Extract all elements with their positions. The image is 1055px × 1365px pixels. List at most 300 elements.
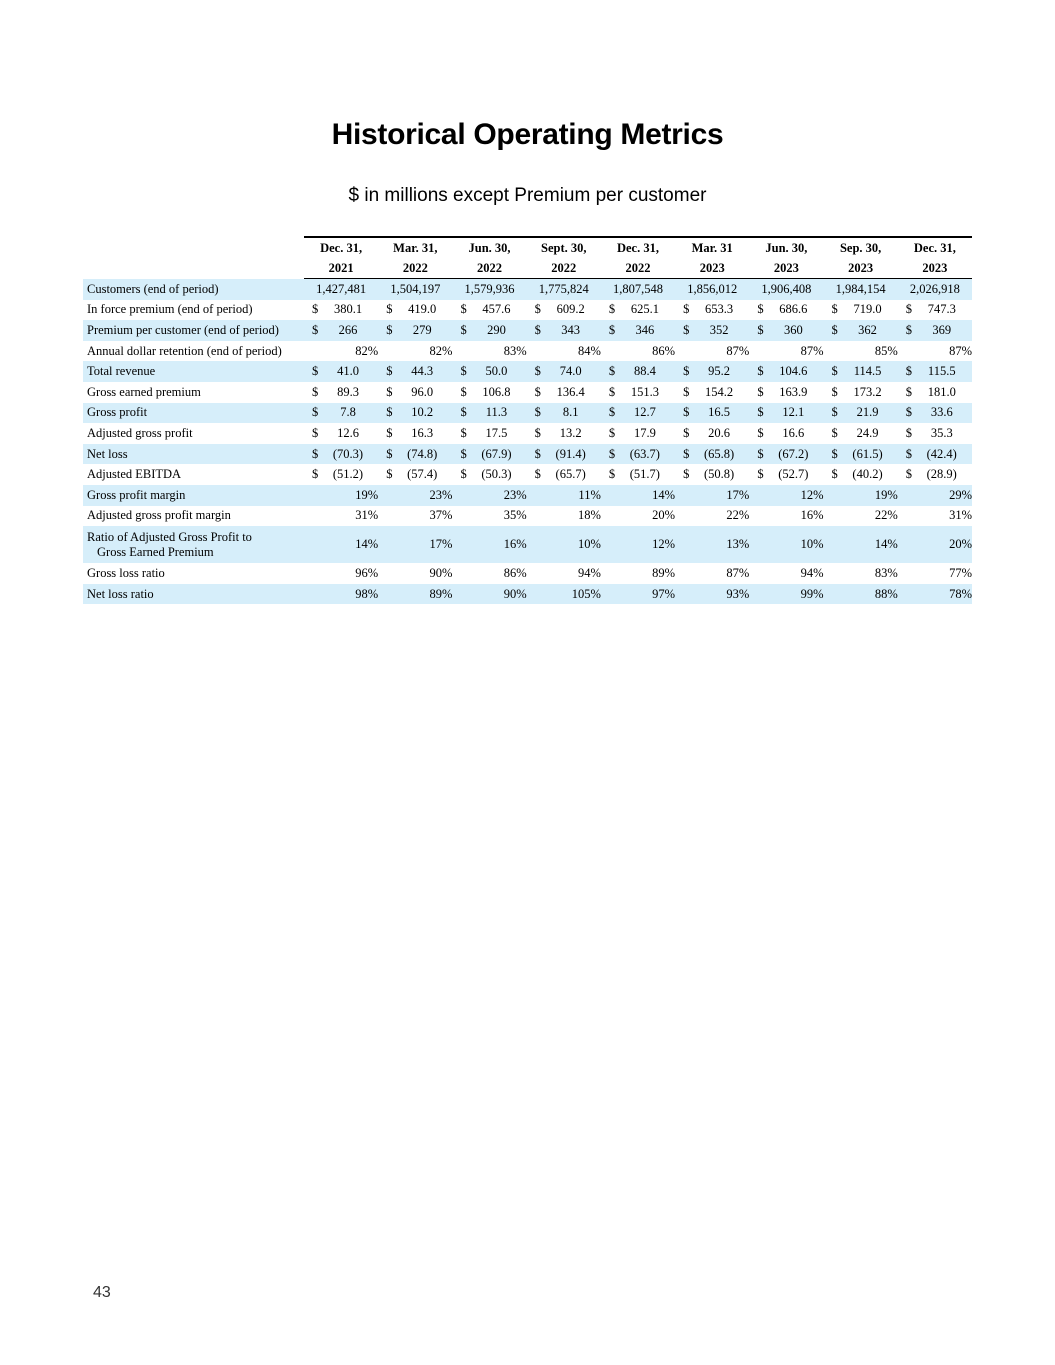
cell-number: 266 <box>338 322 358 337</box>
cell-number: (65.8) <box>703 446 735 461</box>
period-month: Dec. 31, <box>601 237 675 258</box>
currency-symbol: $ <box>905 364 912 379</box>
currency-symbol: $ <box>534 384 541 399</box>
cell-number: (52.7) <box>778 467 809 482</box>
period-month: Jun. 30, <box>452 237 526 258</box>
cell-value <box>675 361 749 382</box>
cell-number: (70.3) <box>332 446 364 461</box>
header-blank <box>83 237 304 258</box>
cell-number: 74.0 <box>559 364 582 379</box>
cell-number: 8.1 <box>562 405 579 420</box>
table-row <box>83 300 972 321</box>
cell-value: 98% <box>304 584 378 605</box>
currency-symbol: $ <box>683 384 690 399</box>
period-month: Dec. 31, <box>304 237 378 258</box>
cell-value: 96% <box>355 565 379 580</box>
currency-symbol: $ <box>534 405 541 420</box>
cell-number: (57.4) <box>407 467 438 482</box>
cell-value <box>304 403 378 424</box>
cell-value: 29% <box>898 485 972 506</box>
period-year: 2022 <box>527 258 601 279</box>
cell-value <box>601 320 675 341</box>
cell-number: 181.0 <box>927 384 956 399</box>
currency-symbol: $ <box>608 302 616 317</box>
currency-symbol: $ <box>905 322 912 337</box>
currency-symbol: $ <box>608 425 616 440</box>
table-row <box>83 403 972 424</box>
metrics-table <box>83 236 972 604</box>
cell-number: 290 <box>487 322 506 337</box>
currency-symbol: $ <box>386 384 393 399</box>
table-row <box>83 361 972 382</box>
cell-value: 87% <box>800 343 824 358</box>
row-label <box>83 320 304 341</box>
cell-value <box>304 464 378 485</box>
cell-value <box>601 464 675 485</box>
cell-value <box>601 423 675 444</box>
cell-value <box>452 300 526 321</box>
currency-symbol: $ <box>460 322 467 337</box>
page-number: 43 <box>93 1284 111 1301</box>
cell-value: 1,906,408 <box>749 279 823 300</box>
currency-symbol: $ <box>683 446 690 461</box>
currency-symbol: $ <box>905 446 912 461</box>
cell-value: 10% <box>749 526 823 563</box>
header-row-month <box>83 237 972 258</box>
cell-value <box>304 300 378 321</box>
page-subtitle: $ in millions except Premium per customer <box>348 185 707 206</box>
cell-number: 346 <box>635 322 655 337</box>
cell-value <box>378 320 452 341</box>
cell-number: 7.8 <box>340 405 356 420</box>
currency-symbol: $ <box>386 425 393 440</box>
period-year: 2022 <box>601 258 675 279</box>
cell-value: 16% <box>452 526 526 563</box>
cell-value <box>452 382 526 403</box>
cell-value <box>824 464 898 485</box>
currency-symbol: $ <box>312 425 319 440</box>
cell-value: 11% <box>527 485 601 506</box>
cell-number: 96.0 <box>411 384 434 399</box>
currency-symbol: $ <box>312 364 319 379</box>
period-month: Sept. 30, <box>527 237 601 258</box>
currency-symbol: $ <box>831 467 838 482</box>
currency-symbol: $ <box>757 322 764 337</box>
currency-symbol: $ <box>905 405 912 420</box>
cell-value: 90% <box>429 565 453 580</box>
cell-value <box>898 300 972 321</box>
row-label <box>83 584 304 605</box>
currency-symbol: $ <box>608 322 616 337</box>
cell-value <box>452 444 526 465</box>
cell-value <box>452 403 526 424</box>
table-row <box>83 584 972 605</box>
cell-value: 1,856,012 <box>675 279 749 300</box>
row-label-text: Total revenue <box>87 364 156 379</box>
currency-symbol: $ <box>831 405 838 420</box>
currency-symbol: $ <box>683 405 690 420</box>
row-label <box>83 464 304 485</box>
currency-symbol: $ <box>460 467 467 482</box>
cell-value: 85% <box>874 343 898 358</box>
cell-value: 10% <box>527 526 601 563</box>
cell-number: 747.3 <box>927 302 956 317</box>
currency-symbol: $ <box>905 302 912 317</box>
cell-value <box>601 361 675 382</box>
cell-value: 23% <box>452 485 526 506</box>
currency-symbol: $ <box>386 467 393 482</box>
cell-number: 10.2 <box>411 405 434 420</box>
cell-value <box>304 382 378 403</box>
cell-value: 1,775,824 <box>527 279 601 300</box>
period-year: 2023 <box>898 258 972 279</box>
row-label-text: Ratio of Adjusted Gross Profit to <box>87 529 252 544</box>
cell-value <box>601 444 675 465</box>
cell-value: 17% <box>378 526 452 563</box>
cell-value: 19% <box>824 485 898 506</box>
cell-value: 17% <box>675 485 749 506</box>
currency-symbol: $ <box>905 467 912 482</box>
cell-value <box>601 382 675 403</box>
cell-value: 94% <box>800 565 824 580</box>
cell-value <box>527 300 601 321</box>
cell-number: 380.1 <box>333 302 363 317</box>
cell-number: 369 <box>932 322 952 337</box>
currency-symbol: $ <box>757 364 764 379</box>
period-month: Mar. 31, <box>378 237 452 258</box>
currency-symbol: $ <box>460 446 467 461</box>
cell-value: 86% <box>503 565 527 580</box>
currency-symbol: $ <box>534 364 541 379</box>
currency-symbol: $ <box>386 302 393 317</box>
cell-value <box>527 382 601 403</box>
cell-number: 17.5 <box>485 425 508 440</box>
currency-symbol: $ <box>312 446 319 461</box>
currency-symbol: $ <box>683 364 690 379</box>
currency-symbol: $ <box>905 425 912 440</box>
cell-value <box>824 300 898 321</box>
row-label-text: In force premium (end of period) <box>87 302 253 317</box>
cell-value <box>378 403 452 424</box>
currency-symbol: $ <box>608 467 616 482</box>
cell-number: 114.5 <box>853 364 882 379</box>
currency-symbol: $ <box>312 467 319 482</box>
cell-value <box>898 361 972 382</box>
row-label <box>83 485 304 506</box>
cell-value: 14% <box>304 526 378 563</box>
cell-value <box>527 320 601 341</box>
currency-symbol: $ <box>831 384 838 399</box>
cell-number: 24.9 <box>856 425 879 440</box>
currency-symbol: $ <box>905 384 912 399</box>
currency-symbol: $ <box>608 364 616 379</box>
currency-symbol: $ <box>608 446 616 461</box>
cell-value <box>824 382 898 403</box>
cell-number: (74.8) <box>407 446 438 461</box>
cell-value: 83% <box>874 565 898 580</box>
row-label <box>83 444 304 465</box>
cell-value <box>675 403 749 424</box>
cell-value <box>898 403 972 424</box>
period-month: Dec. 31, <box>898 237 972 258</box>
cell-value: 89% <box>652 565 676 580</box>
cell-value <box>898 444 972 465</box>
table-row <box>83 320 972 341</box>
cell-number: 343 <box>561 322 581 337</box>
row-label-text: Annual dollar retention (end of period) <box>87 343 282 358</box>
cell-number: (63.7) <box>629 446 660 461</box>
cell-value <box>749 444 823 465</box>
cell-value: 84% <box>577 343 601 358</box>
cell-value <box>749 361 823 382</box>
cell-number: 20.6 <box>708 425 731 440</box>
cell-value <box>824 423 898 444</box>
cell-value <box>601 403 675 424</box>
cell-value: 31% <box>949 508 972 523</box>
cell-number: 12.6 <box>337 425 359 440</box>
period-month: Sep. 30, <box>824 237 898 258</box>
cell-value <box>378 423 452 444</box>
cell-value: 13% <box>675 526 749 563</box>
cell-value <box>898 464 972 485</box>
cell-number: 89.3 <box>337 384 359 399</box>
row-label-text: Adjusted gross profit <box>87 425 193 440</box>
cell-value: 18% <box>577 508 601 523</box>
cell-value: 105% <box>527 584 601 605</box>
table-row <box>83 563 972 584</box>
cell-value: 2,026,918 <box>898 279 972 300</box>
cell-number: 44.3 <box>411 364 434 379</box>
cell-number: (42.4) <box>926 446 957 461</box>
cell-value: 89% <box>378 584 452 605</box>
row-label-text: Gross loss ratio <box>87 565 165 580</box>
cell-number: 163.9 <box>779 384 808 399</box>
currency-symbol: $ <box>757 302 764 317</box>
cell-value <box>749 403 823 424</box>
cell-value <box>749 464 823 485</box>
cell-value: 19% <box>304 485 378 506</box>
row-label <box>83 423 304 444</box>
cell-value <box>898 382 972 403</box>
row-label <box>83 279 304 300</box>
currency-symbol: $ <box>312 405 319 420</box>
currency-symbol: $ <box>534 425 541 440</box>
currency-symbol: $ <box>460 302 467 317</box>
table-header <box>83 237 972 279</box>
cell-value <box>527 423 601 444</box>
cell-value <box>452 423 526 444</box>
currency-symbol: $ <box>386 446 393 461</box>
cell-value <box>378 464 452 485</box>
cell-value: 83% <box>503 343 527 358</box>
cell-value <box>749 423 823 444</box>
cell-value <box>452 320 526 341</box>
currency-symbol: $ <box>683 322 690 337</box>
currency-symbol: $ <box>460 384 467 399</box>
cell-value: 31% <box>355 508 379 523</box>
cell-number: 16.3 <box>411 425 434 440</box>
cell-value: 87% <box>726 565 750 580</box>
currency-symbol: $ <box>386 322 393 337</box>
cell-number: 279 <box>412 322 432 337</box>
cell-value <box>675 444 749 465</box>
page-title: Historical Operating Metrics <box>331 118 724 151</box>
cell-number: 115.5 <box>927 364 956 379</box>
currency-symbol: $ <box>312 302 319 317</box>
cell-number: 151.3 <box>630 384 659 399</box>
cell-value: 12% <box>749 485 823 506</box>
currency-symbol: $ <box>534 446 541 461</box>
cell-number: (50.3) <box>481 467 512 482</box>
cell-number: 362 <box>858 322 877 337</box>
cell-value <box>304 444 378 465</box>
cell-number: 13.2 <box>559 425 582 440</box>
cell-value <box>675 423 749 444</box>
cell-value: 1,807,548 <box>601 279 675 300</box>
cell-value: 77% <box>949 565 972 580</box>
currency-symbol: $ <box>831 322 838 337</box>
cell-number: (67.2) <box>778 446 809 461</box>
cell-value <box>675 300 749 321</box>
row-label <box>83 506 304 527</box>
row-label-text: Premium per customer (end of period) <box>87 322 279 337</box>
cell-value: 97% <box>601 584 675 605</box>
cell-value <box>452 361 526 382</box>
cell-number: (50.8) <box>703 467 735 482</box>
cell-value <box>675 320 749 341</box>
period-year: 2021 <box>304 258 378 279</box>
currency-symbol: $ <box>683 425 690 440</box>
cell-value <box>749 300 823 321</box>
row-label <box>83 361 304 382</box>
row-label-text: Adjusted EBITDA <box>87 467 182 482</box>
cell-number: 12.7 <box>633 405 656 420</box>
row-label-text: Adjusted gross profit margin <box>87 508 231 523</box>
cell-value: 37% <box>429 508 453 523</box>
currency-symbol: $ <box>386 364 393 379</box>
currency-symbol: $ <box>757 405 764 420</box>
row-label <box>83 382 304 403</box>
cell-number: (28.9) <box>926 467 957 482</box>
cell-number: 609.2 <box>556 302 585 317</box>
currency-symbol: $ <box>757 425 764 440</box>
row-label <box>83 341 304 362</box>
table-row <box>83 279 972 300</box>
cell-value <box>601 300 675 321</box>
row-label-text-line2: Gross Earned Premium <box>97 544 214 559</box>
cell-value: 87% <box>949 343 972 358</box>
cell-number: 104.6 <box>779 364 808 379</box>
cell-number: 360 <box>783 322 803 337</box>
cell-value <box>527 464 601 485</box>
cell-number: (91.4) <box>555 446 586 461</box>
table-body <box>83 279 972 605</box>
cell-number: (40.2) <box>852 467 883 482</box>
cell-number: 719.0 <box>853 302 882 317</box>
cell-value: 82% <box>355 343 379 358</box>
cell-value: 22% <box>726 508 750 523</box>
cell-value <box>898 320 972 341</box>
cell-number: 21.9 <box>856 405 879 420</box>
cell-number: (61.5) <box>852 446 883 461</box>
table-row <box>83 444 972 465</box>
cell-number: (65.7) <box>555 467 586 482</box>
table-row <box>83 506 972 527</box>
cell-value: 35% <box>503 508 527 523</box>
period-year: 2023 <box>675 258 749 279</box>
row-label-text: Net loss <box>87 446 128 461</box>
row-label <box>83 563 304 584</box>
currency-symbol: $ <box>831 425 838 440</box>
header-blank <box>83 258 304 279</box>
cell-number: 33.6 <box>930 405 953 420</box>
currency-symbol: $ <box>534 467 541 482</box>
cell-value <box>749 320 823 341</box>
cell-value <box>527 444 601 465</box>
cell-number: (51.7) <box>629 467 660 482</box>
currency-symbol: $ <box>460 364 467 379</box>
cell-value <box>675 382 749 403</box>
cell-number: 419.0 <box>408 302 437 317</box>
cell-value <box>898 423 972 444</box>
cell-value: 1,504,197 <box>378 279 452 300</box>
currency-symbol: $ <box>757 384 764 399</box>
cell-value <box>304 423 378 444</box>
period-year: 2022 <box>452 258 526 279</box>
cell-value <box>527 403 601 424</box>
table-row <box>83 341 972 362</box>
cell-value: 78% <box>898 584 972 605</box>
period-month: Jun. 30, <box>749 237 823 258</box>
cell-value: 23% <box>378 485 452 506</box>
cell-value: 12% <box>601 526 675 563</box>
cell-number: 11.3 <box>485 405 508 420</box>
cell-value: 14% <box>824 526 898 563</box>
cell-value <box>378 361 452 382</box>
cell-number: 136.4 <box>556 384 585 399</box>
row-label <box>83 300 304 321</box>
currency-symbol: $ <box>831 446 838 461</box>
cell-value: 99% <box>749 584 823 605</box>
currency-symbol: $ <box>460 425 467 440</box>
currency-symbol: $ <box>683 467 690 482</box>
cell-value: 22% <box>874 508 898 523</box>
period-year: 2023 <box>749 258 823 279</box>
cell-number: 625.1 <box>630 302 659 317</box>
table-row <box>83 464 972 485</box>
table-row <box>83 485 972 506</box>
cell-value <box>749 382 823 403</box>
cell-value: 88% <box>824 584 898 605</box>
cell-number: 35.3 <box>930 425 953 440</box>
row-label-text: Gross earned premium <box>87 384 201 399</box>
cell-value: 87% <box>726 343 750 358</box>
cell-number: (51.2) <box>332 467 364 482</box>
period-year: 2023 <box>824 258 898 279</box>
cell-value <box>527 361 601 382</box>
currency-symbol: $ <box>534 322 541 337</box>
currency-symbol: $ <box>534 302 541 317</box>
currency-symbol: $ <box>831 364 838 379</box>
cell-value: 90% <box>452 584 526 605</box>
cell-value <box>824 403 898 424</box>
cell-value <box>675 464 749 485</box>
table-row <box>83 526 972 563</box>
row-label-text: Customers (end of period) <box>87 281 219 296</box>
cell-number: 17.9 <box>633 425 656 440</box>
cell-value: 1,984,154 <box>824 279 898 300</box>
currency-symbol: $ <box>460 405 467 420</box>
